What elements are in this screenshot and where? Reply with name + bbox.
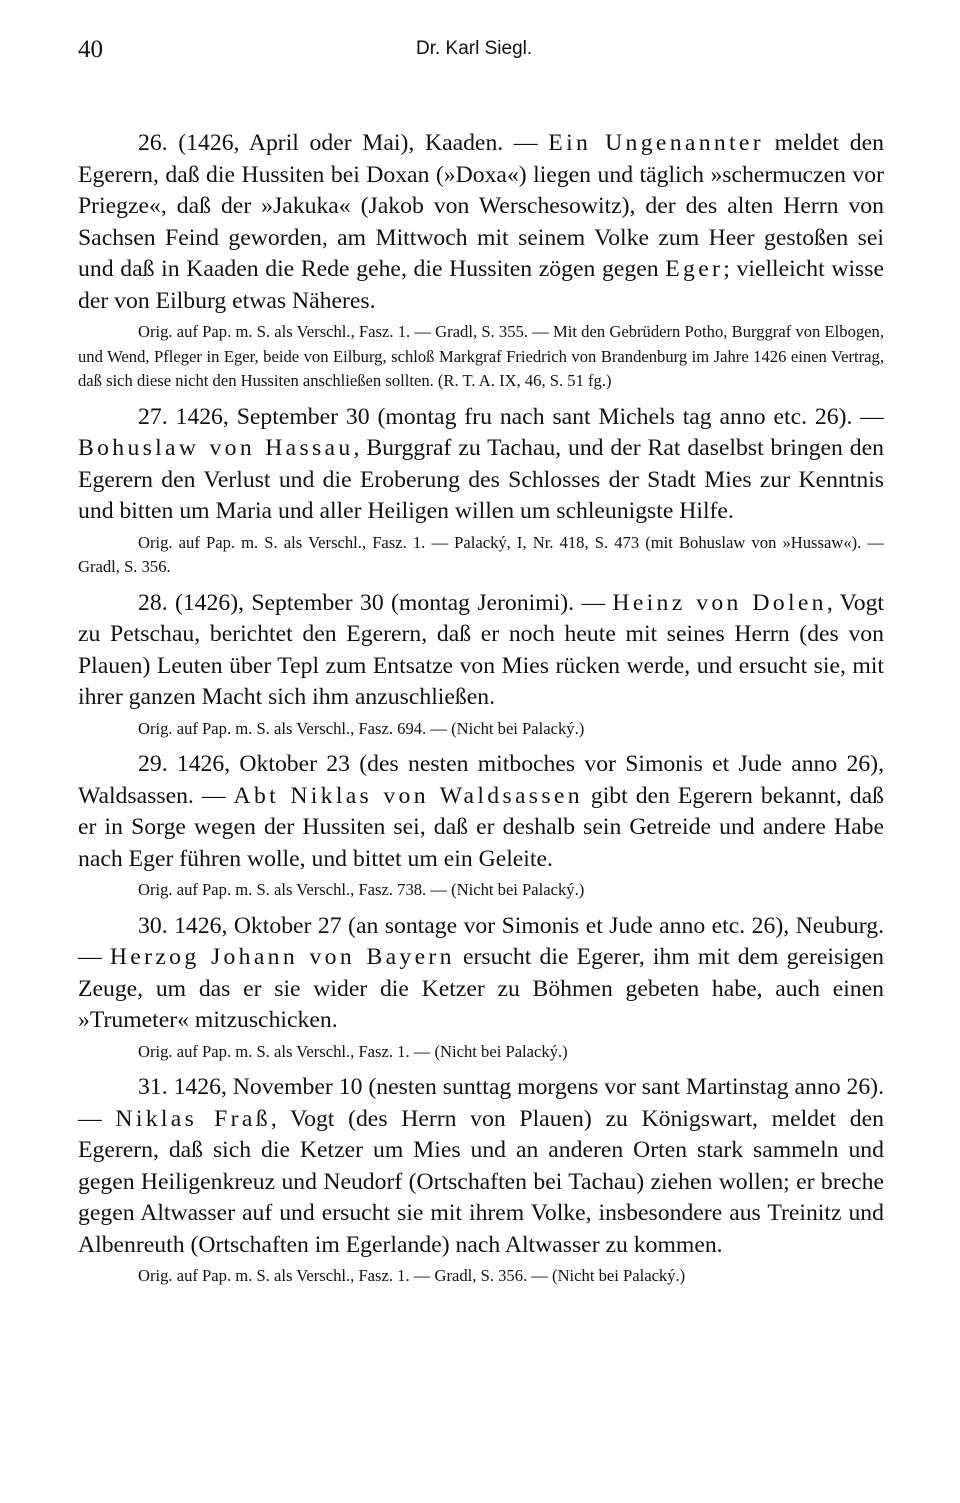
entry-source-note: Orig. auf Pap. m. S. als Verschl., Fasz. 1. — Gradl, S. 355. — Mit den Gebrüdern Potho, Burggraf von Elbogen, und Wend, Pfleger in Eger, beide von Eilburg, schloß Markgraf Friedrich von Brandenburg im Jahre 1426 einen Vertrag, daß sich diese nicht den Hussiten anschließen sollten. (R. T. A. IX, 46, S. 51 fg.) — [78, 322, 884, 390]
entry-source-note: Orig. auf Pap. m. S. als Verschl., Fasz. 1. — Palacký, I, Nr. 418, S. 473 (mit Bohuslaw von »Hussaw«). — Gradl, S. 356. — [78, 532, 884, 576]
regest-entry-26 — [78, 128, 884, 394]
regest-entry-30 — [78, 911, 884, 1065]
entry-heading: 29. 1426, Oktober 23 (des nesten mitboches vor Simonis et Jude anno 26), Waldsassen. — — [78, 751, 884, 809]
entry-heading: 31. 1426, November 10 (nesten sunttag morgens vor sant Martinstag anno 26). — — [78, 1074, 884, 1132]
entry-source-note: Orig. auf Pap. m. S. als Verschl., Fasz. 1. — Gradl, S. 356. — (Nicht bei Palacký.) — [138, 1266, 686, 1285]
entry-text — [78, 402, 884, 528]
entry-text — [78, 749, 884, 875]
entry-body: ersucht die Egerer, ihm mit dem gereisigen Zeuge, um das er sie wider die Ketzer zu Böhmen gebeten habe, auch einen »Trumeter« mitzuschicken. — [78, 944, 884, 1033]
entry-text — [78, 128, 884, 317]
entry-text — [78, 588, 884, 714]
entry-heading: 27. 1426, September 30 (montag fru nach sant Michels tag anno etc. 26). — — [138, 403, 884, 430]
entry-body-end: ; vielleicht wisse der von Eilburg etwas Näheres. — [78, 256, 884, 314]
entry-emphasis: Eger — [665, 256, 724, 282]
entry-person: Herzog Johann von Bayern — [109, 944, 455, 970]
entry-heading: 28. (1426), September 30 (montag Jeronimi). — — [138, 589, 613, 616]
entry-text — [78, 1072, 884, 1261]
regest-entry-27 — [78, 402, 884, 580]
running-head: Dr. Karl Siegl. — [416, 38, 533, 59]
entry-person: Ein Ungenannter — [548, 130, 764, 156]
entry-source-note: Orig. auf Pap. m. S. als Verschl., Fasz. 694. — (Nicht bei Palacký.) — [138, 718, 585, 738]
page-number: 40 — [78, 36, 103, 63]
entry-heading: 30. 1426, Oktober 27 (an sontage vor Simonis et Jude anno etc. 26), Neuburg. — — [78, 912, 884, 970]
entry-source-note: Orig. auf Pap. m. S. als Verschl., Fasz. 1. — (Nicht bei Palacký.) — [138, 1041, 568, 1061]
entry-body: meldet den Egerern, daß die Hussiten bei Doxan (»Doxa«) liegen und täglich »schermuczen vor Priegze«, daß der »Jakuka« (Jakob von Werschesowitz), der des alten Herrn von Sachsen Feind geworden, am Mittwoch mit seinem Volke zum Heer gestoßen sei und daß in Kaaden die Rede gehe, die Hussiten zögen gegen — [78, 130, 884, 282]
entry-person: Niklas Fraß — [115, 1105, 271, 1132]
entry-source-note: Orig. auf Pap. m. S. als Verschl., Fasz. 738. — (Nicht bei Palacký.) — [138, 880, 585, 899]
entry-heading: 26. (1426, April oder Mai), Kaaden. — — [138, 130, 549, 156]
entry-body: , Vogt zu Petschau, berichtet den Egerern, daß er noch heute mit seines Herrn (des von Plauen) Leuten über Tepl zum Entsatze von Mies rücken werde, und ersucht sie, mit ihrer ganzen Macht sich ihm anzuschließen. — [78, 589, 884, 710]
entry-body: , Burggraf zu Tachau, und der Rat daselbst bringen den Egerern den Verlust und die Eroberung des Schlosses der Stadt Mies zur Kenntnis und bitten um Maria und aller Heiligen willen um schleunigste Hilfe. — [78, 435, 884, 524]
entry-body: gibt den Egerern bekannt, daß er in Sorge wegen der Hussiten sei, daß er deshalb sein Getreide und andere Habe nach Eger führen wolle, und bittet um ein Geleite. — [78, 782, 884, 872]
entry-body: , Vogt (des Herrn von Plauen) zu Königswart, meldet den Egerern, daß sich die Ketzer um Mies und an anderen Orten stark sammeln und gegen Heiligenkreuz und Neudorf (Ortschaften bei Tachau) ziehen wollen; er breche gegen Altwasser auf und ersucht sie mit ihrem Volke, insbesondere aus Treinitz und Albenreuth (Ortschaften im Egerlande) nach Altwasser zu kommen. — [78, 1105, 885, 1258]
entry-text — [78, 911, 884, 1037]
regest-entry-31 — [78, 1072, 884, 1289]
regest-entry-28 — [78, 588, 884, 742]
entry-person: Bohuslaw von Hassau — [78, 435, 354, 461]
entry-person: Heinz von Dolen — [612, 589, 827, 616]
page-header — [78, 36, 884, 76]
document-page — [78, 36, 884, 1297]
entry-person: Abt Niklas von Waldsassen — [233, 782, 583, 809]
regest-entry-29 — [78, 749, 884, 903]
regesta-list — [78, 128, 884, 1289]
